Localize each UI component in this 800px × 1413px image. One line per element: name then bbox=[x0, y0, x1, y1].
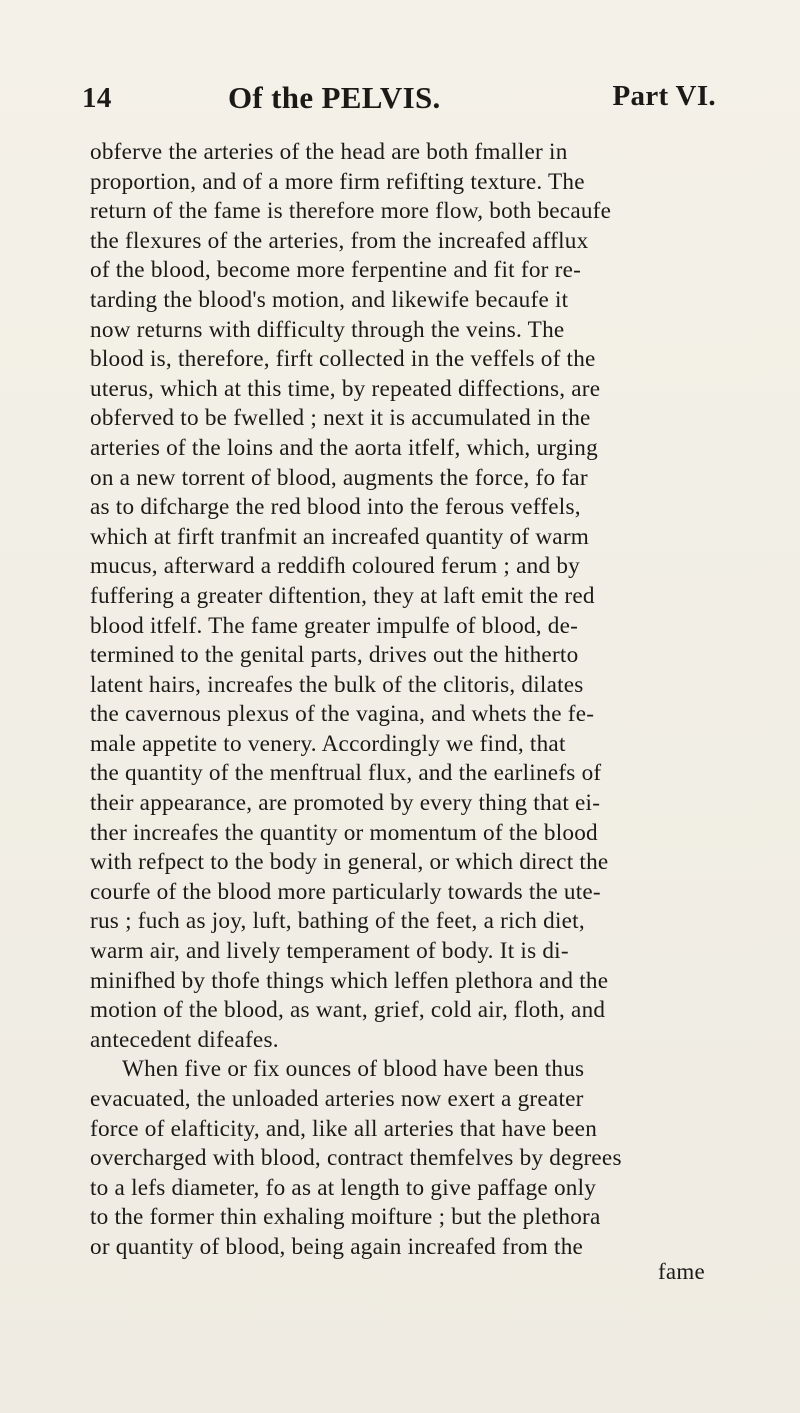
text-line: which at firft tranfmit an increafed quantity of warm bbox=[90, 523, 590, 550]
text-line: male appetite to venery. Accordingly we find, that bbox=[90, 730, 566, 757]
text-line: evacuated, the unloaded arteries now exert a greater bbox=[90, 1086, 584, 1112]
text-line: fuffering a greater diftention, they at laft emit the red bbox=[90, 582, 595, 609]
text-line: courfe of the blood more particularly towards the ute- bbox=[90, 878, 601, 905]
text-line: on a new torrent of blood, augments the force, fo far bbox=[90, 464, 588, 491]
text-line: When five or fix ounces of blood have been thus bbox=[122, 1056, 585, 1083]
text-line: the flexures of the arteries, from the increafed afflux bbox=[90, 227, 589, 254]
text-line: force of elafticity, and, like all arteries that have been bbox=[90, 1115, 598, 1142]
text-line: the cavernous plexus of the vagina, and whets the fe- bbox=[90, 701, 595, 728]
running-title: Of the PELVIS. bbox=[228, 80, 441, 115]
text-line: their appearance, are promoted by every thing that ei- bbox=[90, 790, 601, 817]
part-label: Part VI. bbox=[612, 80, 716, 112]
text-line: to a lefs diameter, fo as at length to give paffage only bbox=[90, 1174, 597, 1201]
text-line: proportion, and of a more firm refifting texture. The bbox=[90, 168, 585, 195]
text-line: mucus, afterward a reddifh coloured ferum ; and by bbox=[90, 553, 580, 580]
text-line: termined to the genital parts, drives out the hitherto bbox=[90, 642, 579, 669]
page-header bbox=[82, 80, 716, 124]
text-line: to the former thin exhaling moifture ; but the plethora bbox=[90, 1204, 601, 1231]
text-line: motion of the blood, as want, grief, cold air, floth, and bbox=[90, 997, 606, 1024]
text-line: obferved to be fwelled ; next it is accumulated in the bbox=[90, 405, 591, 432]
text-line: uterus, which at this time, by repeated diffections, are bbox=[90, 375, 601, 402]
page-number: 14 bbox=[82, 82, 112, 114]
text-line: now returns with difficulty through the veins. The bbox=[90, 316, 565, 343]
text-line: blood itfelf. The fame greater impulfe of blood, de- bbox=[90, 612, 579, 639]
text-line: rus ; fuch as joy, luft, bathing of the feet, a rich diet, bbox=[90, 908, 585, 935]
text-line: or quantity of blood, being again increafed from the bbox=[90, 1233, 584, 1260]
text-line: warm air, and lively temperament of body. It is di- bbox=[90, 938, 569, 965]
text-line: with refpect to the body in general, or which direct the bbox=[90, 849, 609, 876]
text-line: obferve the arteries of the head are both fmaller in bbox=[90, 139, 568, 165]
catchword: fame bbox=[658, 1258, 705, 1284]
text-line: tarding the blood's motion, and likewife becaufe it bbox=[90, 286, 569, 313]
text-line: as to difcharge the red blood into the ferous veffels, bbox=[90, 494, 581, 521]
text-line: overcharged with blood, contract themfelves by degrees bbox=[90, 1145, 622, 1172]
text-line: latent hairs, increafes the bulk of the clitoris, dilates bbox=[90, 671, 584, 698]
text-line: of the blood, become more ferpentine and fit for re- bbox=[90, 257, 582, 284]
text-line: minifhed by thofe things which leffen plethora and the bbox=[90, 967, 609, 994]
text-line: arteries of the loins and the aorta itfelf, which, urging bbox=[90, 434, 598, 461]
text-line: antecedent difeafes. bbox=[90, 1026, 279, 1053]
text-line: the quantity of the menftrual flux, and the earlinefs of bbox=[90, 760, 602, 787]
text-line: blood is, therefore, firft collected in the veffels of the bbox=[90, 346, 596, 373]
text-line: return of the fame is therefore more flow, both becaufe bbox=[90, 198, 612, 225]
body-text bbox=[90, 138, 714, 1285]
text-line: ther increafes the quantity or momentum of the blood bbox=[90, 819, 598, 846]
